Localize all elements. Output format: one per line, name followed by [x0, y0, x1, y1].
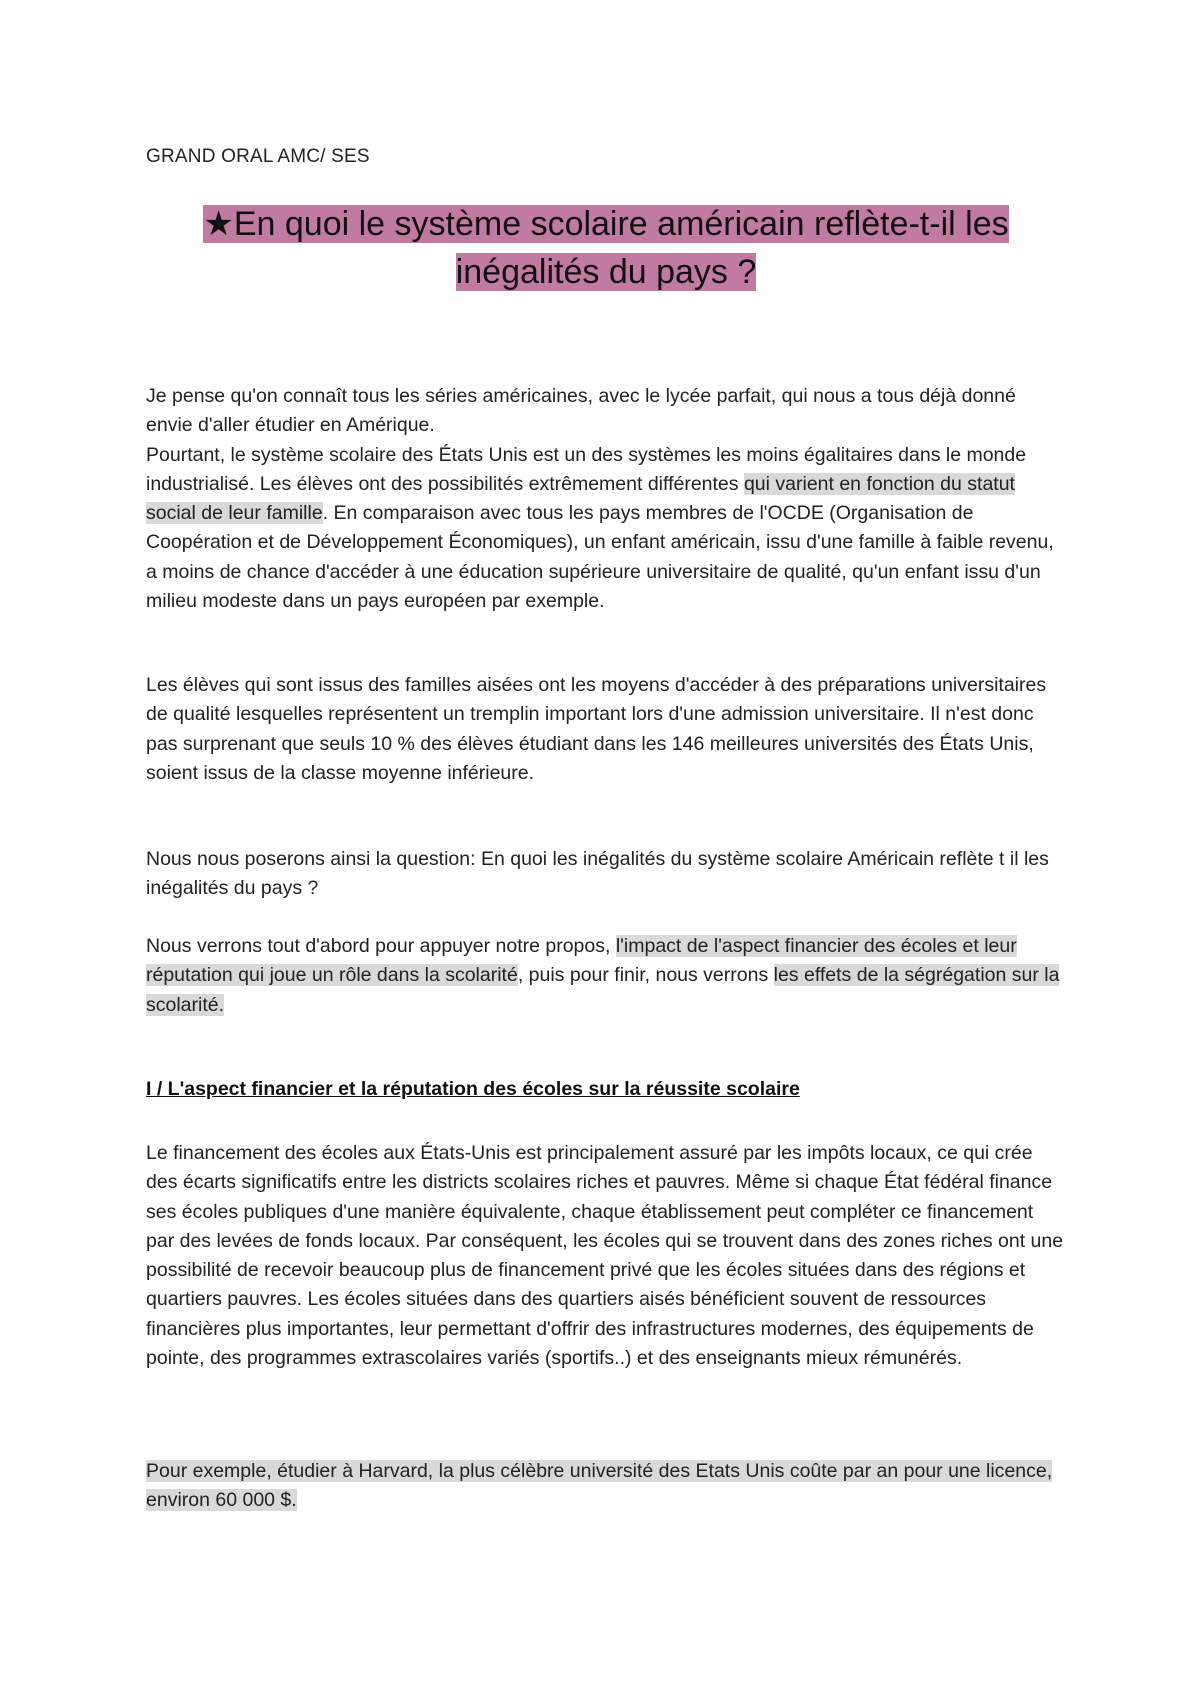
title-line-2: inégalités du pays ? [455, 253, 757, 291]
intro-paragraph-1 [146, 382, 1066, 616]
intro-highlight: qui varient en fonction du statut social de leur famille [146, 472, 1015, 525]
section-heading-1: I / L'aspect financier et la réputation des écoles sur la réussite scolaire [146, 1078, 800, 1100]
plan-text: Nous verrons tout d'abord pour appuyer notre propos, [146, 935, 616, 957]
section1-paragraph: Le financement des écoles aux États-Unis est principalement assuré par les impôts locaux, ce qui crée des écarts significatifs entre les districts scolaires riches et pauvres. Même si chaque État fédéral finance ses écoles publiques d'une manière équivalente, chaque établissement peut compléter ce financement par des levées de fonds locaux. Par conséquent, les écoles qui se trouvent dans des zones riches ont une possibilité de recevoir beaucoup plus de financement privé que les écoles situées dans des régions et quartiers pauvres. Les écoles situées dans des quartiers aisés bénéficient souvent de ressources financières plus importantes, leur permettant d'offrir des infrastructures modernes, des équipements de pointe, des programmes extrascolaires variés (sportifs..) et des enseignants mieux rémunérés. [146, 1142, 1064, 1370]
document-title [146, 200, 1066, 296]
star-icon: ★ [203, 205, 234, 243]
plan-highlight-1: l'impact de l'aspect financier des écoles et leur réputation qui joue un rôle dans la scolarité [146, 935, 1017, 987]
intro-paragraph-2: Les élèves qui sont issus des familles aisées ont les moyens d'accéder à des préparations universitaires de qualité lesquelles représentent un tremplin important lors d'une admission universitaire. Il n'est donc pas surprenant que seuls 10 % des élèves étudiant dans les 146 meilleures universités des États Unis, soient issus de la classe moyenne inférieure. [146, 674, 1047, 784]
problematic-paragraph: Nous nous poserons ainsi la question: En quoi les inégalités du système scolaire Américain reflète t il les inégalités du pays ? [146, 848, 1049, 900]
title-line-1: En quoi le système scolaire américain reflète-t-il les [233, 205, 1009, 243]
intro-text-after: . En comparaison avec tous les pays membres de l'OCDE (Organisation de Coopération et de Développement Économiques), un enfant américain, issu d'une famille à faible revenu, a moins de chance d'accéder à une éducation supérieure universitaire de qualité, qu'un enfant issu d'un milieu modeste dans un pays européen par exemple. [146, 502, 1054, 613]
example-paragraph [146, 1457, 1066, 1516]
plan-text-middle: , puis pour finir, nous verrons [517, 964, 774, 987]
intro-line-1: Je pense qu'on connaît tous les séries américaines, avec le lycée parfait, qui nous a tous déjà donné envie d'aller étudier en Amérique. [146, 385, 1016, 437]
intro-line-2 [146, 441, 1066, 617]
example-highlight: Pour exemple, étudier à Harvard, la plus célèbre université des Etats Unis coûte par an pour une licence, environ 60 000 $. [146, 1460, 1053, 1512]
intro-text: Pourtant, le système scolaire des États Unis est un des systèmes les moins égalitaires dans le monde industrialisé. Les élèves ont des possibilités extrêmement différentes [146, 443, 1027, 495]
title-highlight [203, 205, 1008, 243]
course-header: GRAND ORAL AMC/ SES [146, 146, 370, 167]
plan-paragraph [146, 932, 1066, 1020]
plan-highlight-2: les effets de la ségrégation sur la scolarité. [146, 964, 1060, 1016]
